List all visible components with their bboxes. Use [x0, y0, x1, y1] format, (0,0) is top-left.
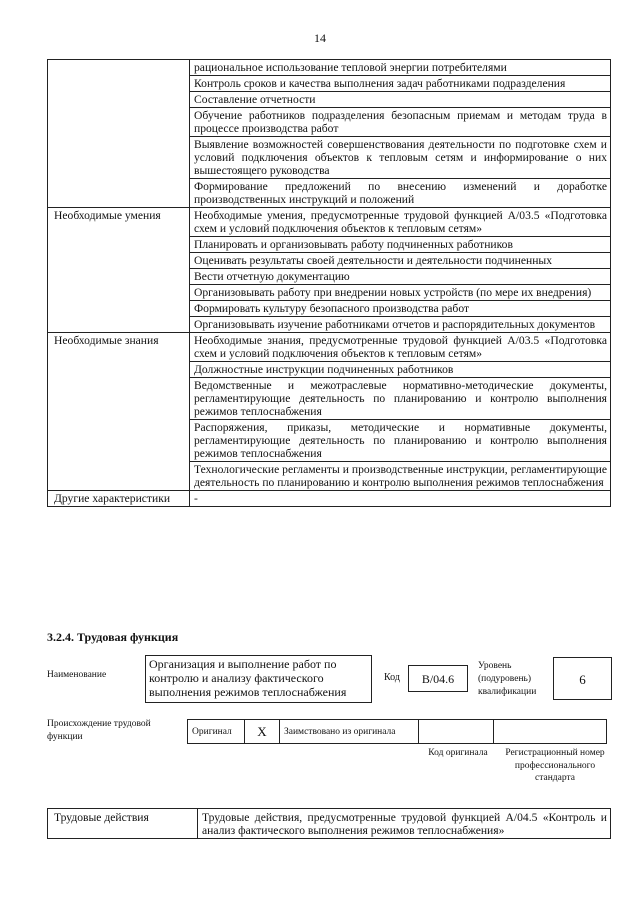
- origin-table: [187, 719, 607, 744]
- table-cell: Необходимые знания, предусмотренные трудовой функцией А/03.5 «Подготовка схем и условий подключения объектов к тепловым сетям»: [190, 333, 611, 362]
- table-cell: Организовывать работу при внедрении новых устройств (по мере их внедрения): [190, 285, 611, 301]
- table-cell: -: [190, 491, 611, 507]
- section-heading: 3.2.4. Трудовая функция: [47, 630, 179, 644]
- requirements-table: [47, 59, 611, 507]
- level-label: Уровень (подуровень) квалификации: [478, 661, 537, 697]
- table-cell: Технологические регламенты и производственные инструкции, регламентирующие деятельность по планированию и контролю выполнения режимов теплоснабжения: [190, 462, 611, 491]
- table-cell: Формирование предложений по внесению изменений и доработке производственных инструкций и положений: [190, 179, 611, 208]
- table-cell: Контроль сроков и качества выполнения задач работниками подразделения: [190, 76, 611, 92]
- table-cell: Планировать и организовывать работу подчиненных работников: [190, 237, 611, 253]
- table-cell: Составление отчетности: [190, 92, 611, 108]
- table-cell: Необходимые умения, предусмотренные трудовой функцией А/03.5 «Подготовка схем и условий подключения объектов к тепловым сетям»: [190, 208, 611, 237]
- page-number: 14: [314, 31, 326, 45]
- row-label: [48, 60, 190, 208]
- reg-number-caption: Регистрационный номер профессионального стандарта: [505, 748, 605, 783]
- table-cell: Оценивать результаты своей деятельности и деятельности подчиненных: [190, 253, 611, 269]
- labor-actions-text: Трудовые действия, предусмотренные трудовой функцией А/04.5 «Контроль и анализ фактического выполнения режимов теплоснабжения»: [198, 809, 611, 839]
- row-label: Необходимые умения: [48, 208, 190, 333]
- table-cell: Организовывать изучение работниками отчетов и распорядительных документов: [190, 317, 611, 333]
- table-row: [48, 60, 611, 76]
- table-cell: Распоряжения, приказы, методические и нормативные документы, регламентирующие деятельность по планированию и контролю выполнения режимов теплоснабжения: [190, 420, 611, 462]
- origin-label: Происхождение трудовой функции: [47, 719, 151, 742]
- code-label: Код: [384, 672, 400, 683]
- table-cell: рациональное использование тепловой энергии потребителями: [190, 60, 611, 76]
- table-cell: Ведомственные и межотраслевые нормативно-методические документы, регламентирующие деятельность по планированию и контролю выполнения режимов теплоснабжения: [190, 378, 611, 420]
- code-value: В/04.6: [408, 665, 468, 692]
- table-cell: Вести отчетную документацию: [190, 269, 611, 285]
- row-label: Другие характеристики: [48, 491, 190, 507]
- table-row: [48, 208, 611, 237]
- table-cell: Выявление возможностей совершенствования деятельности по подготовке схем и условий подключения объектов к тепловым сетям и информирование о них вышестоящего руководства: [190, 137, 611, 179]
- table-row: [48, 333, 611, 362]
- origin-code-caption: Код оригинала: [428, 748, 488, 758]
- labor-actions-label: Трудовые действия: [48, 809, 198, 839]
- origin-reg-cell: [494, 720, 607, 744]
- labor-actions-table: [47, 808, 611, 839]
- origin-original-cell: Оригинал: [188, 720, 245, 744]
- origin-mark-cell: X: [245, 720, 280, 744]
- table-row: [48, 491, 611, 507]
- level-value: 6: [553, 657, 612, 700]
- table-cell: Формировать культуру безопасного производства работ: [190, 301, 611, 317]
- table-cell: Должностные инструкции подчиненных работников: [190, 362, 611, 378]
- row-label: Необходимые знания: [48, 333, 190, 491]
- origin-borrowed-cell: Заимствовано из оригинала: [280, 720, 419, 744]
- name-label: Наименование: [47, 670, 107, 680]
- table-cell: Обучение работников подразделения безопасным приемам и методам труда в процессе производства работ: [190, 108, 611, 137]
- function-name-value: Организация и выполнение работ по контролю и анализу фактического выполнения режимов теплоснабжения: [145, 655, 372, 703]
- origin-code-cell: [419, 720, 494, 744]
